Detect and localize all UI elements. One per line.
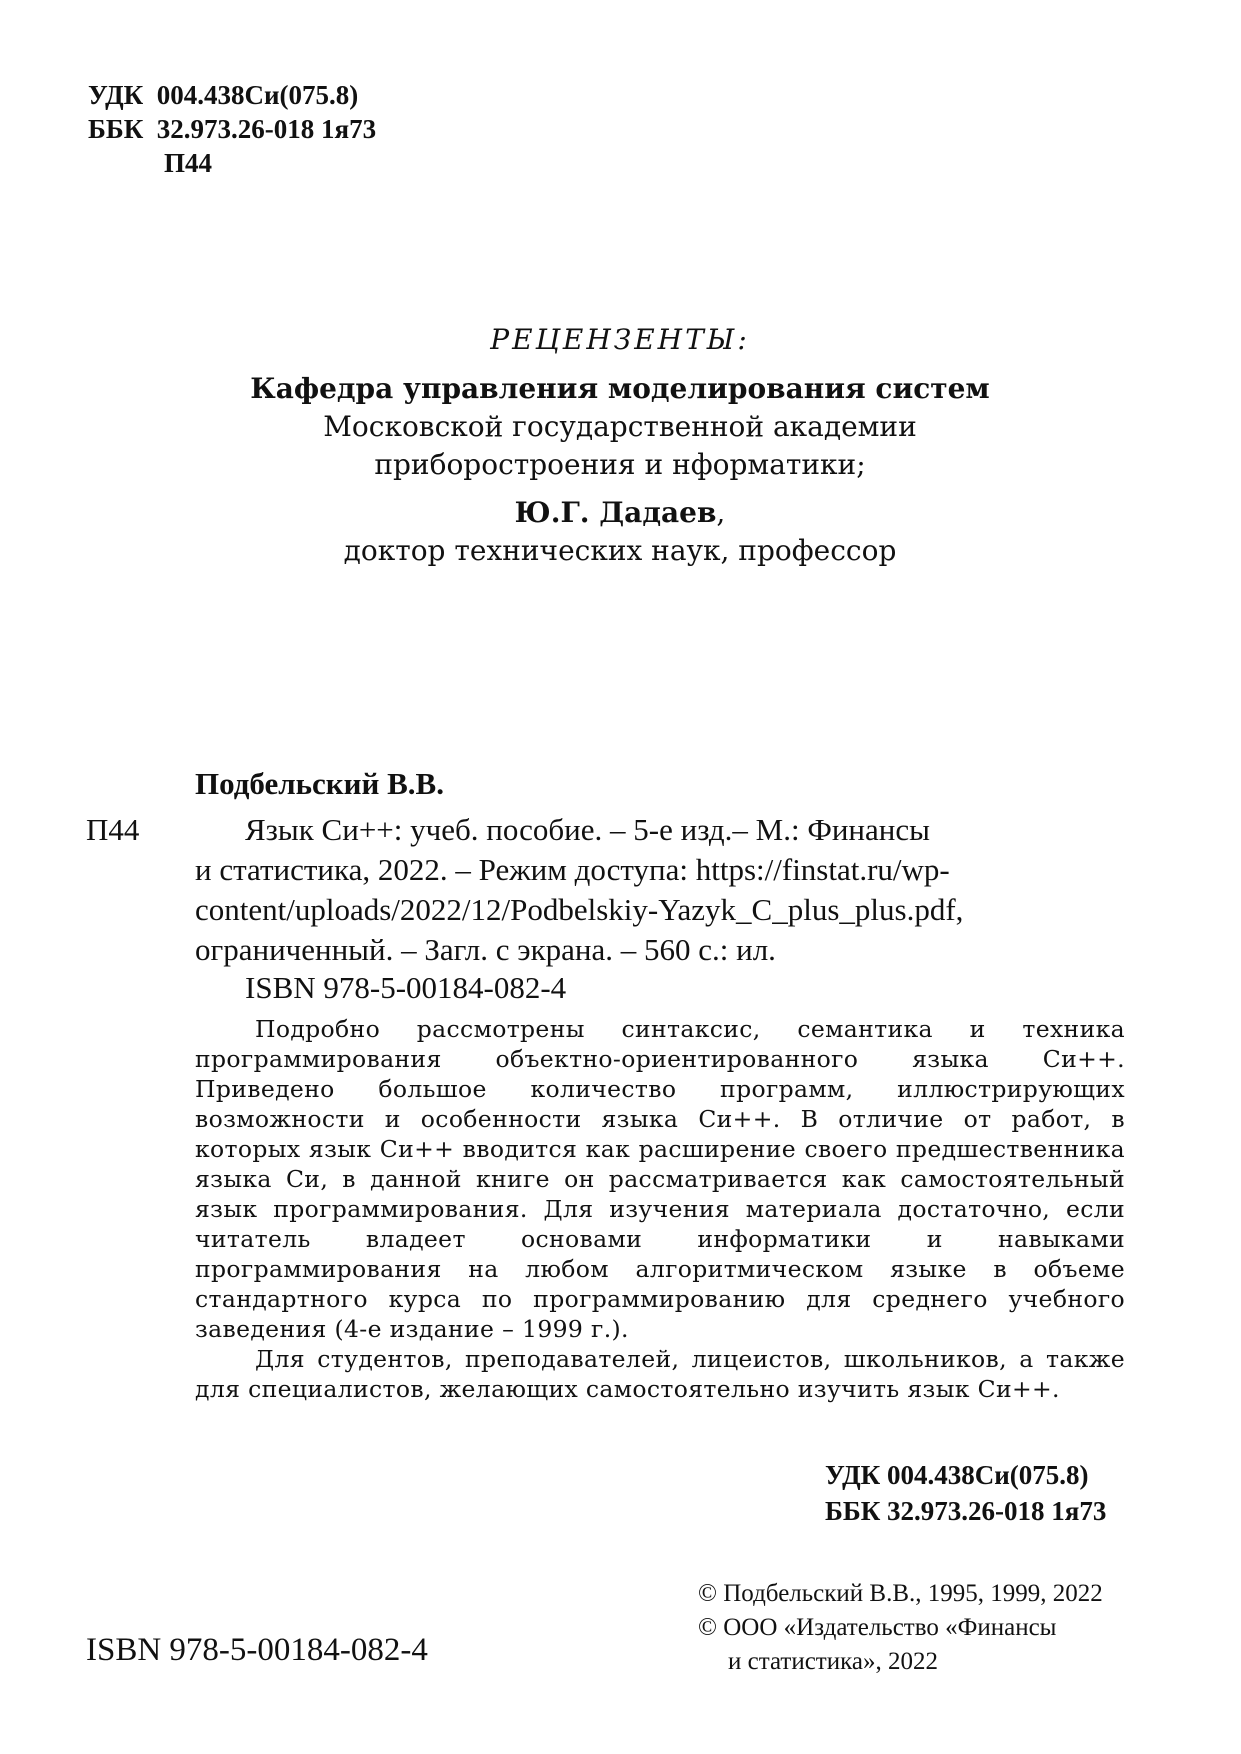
annotation <box>195 1014 1125 1404</box>
entry-line-2: и статистика, 2022. – Режим доступа: https://finstat.ru/wp- <box>195 852 950 887</box>
entry-isbn: ISBN 978-5-00184-082-4 <box>245 970 567 1005</box>
annotation-paragraph-2: Для студентов, преподавателей, лицеистов, школьников, а также для специалистов, желающих самостоятельно изучить язык Си++. <box>195 1345 1125 1403</box>
reviewer-name: Ю.Г. Дадаев <box>514 496 717 529</box>
entry-author: Подбельский В.В. <box>195 766 444 801</box>
udc-bottom: УДК 004.438Си(075.8) <box>825 1460 1089 1490</box>
entry-author-mark: П44 <box>86 812 140 847</box>
reviewer-org-line-2: Московской государственной академии <box>323 410 917 443</box>
bbk-row <box>88 112 376 146</box>
classification-block-bottom <box>825 1457 1106 1529</box>
bbk-label: ББК <box>88 114 144 144</box>
copyright-line-3: и статистика», 2022 <box>728 1648 938 1675</box>
bbk-value: 32.973.26-018 1я73 <box>156 114 377 144</box>
entry-line-1: Язык Си++: учеб. пособие. – 5-е изд.– М.: Финансы <box>245 812 930 847</box>
copyright-line-2: © ООО «Издательство «Финансы <box>698 1614 1057 1641</box>
reviewers-heading: РЕЦЕНЗЕНТЫ: <box>490 323 750 356</box>
annotation-paragraph-1: Подробно рассмотрены синтаксис, семантика и техника программирования объектно-ориентированного языка Си++. Приведено большое количество программ, иллюстрирующих возможности и особенности языка Си++. В отличие от работ, в которых язык Си++ вводится как расширение своего предшественника языка Си, в данной книге он рассматривается как самостоятельный язык программирования. Для изучения материала достаточно, если читатель владеет основами информатики и навыками программирования на любом алгоритмическом языке в объеме стандартного курса по программированию для среднего учебного заведения (4-е издание – 1999 г.). <box>195 1015 1125 1343</box>
copyright-block <box>698 1577 1103 1679</box>
reviewer-title: доктор технических наук, профессор <box>343 534 897 567</box>
copyright-line-1: © Подбельский В.В., 1995, 1999, 2022 <box>698 1580 1103 1607</box>
entry-line-4: ограниченный. – Загл. с экрана. – 560 с.: ил. <box>195 932 776 967</box>
reviewer-name-comma: , <box>716 496 726 529</box>
isbn-bottom: ISBN 978-5-00184-082-4 <box>86 1632 428 1668</box>
udc-value: 004.438Си(075.8) <box>156 80 359 110</box>
udc-label: УДК <box>88 80 144 110</box>
reviewer-org-line-1: Кафедра управления моделирования систем <box>250 372 990 405</box>
bbk-bottom: ББК 32.973.26-018 1я73 <box>825 1496 1107 1526</box>
classification-block-top <box>88 78 376 180</box>
author-mark-top: П44 <box>164 148 213 178</box>
reviewers-block <box>200 320 1040 570</box>
reviewer-org-line-3: приборостроения и нформатики; <box>374 448 866 481</box>
reviewer-person <box>200 494 1040 532</box>
udc-row <box>88 78 376 112</box>
bibliographic-entry <box>195 810 1125 970</box>
entry-line-3: content/uploads/2022/12/Podbelskiy-Yazyk_C_plus_plus.pdf, <box>195 892 964 927</box>
